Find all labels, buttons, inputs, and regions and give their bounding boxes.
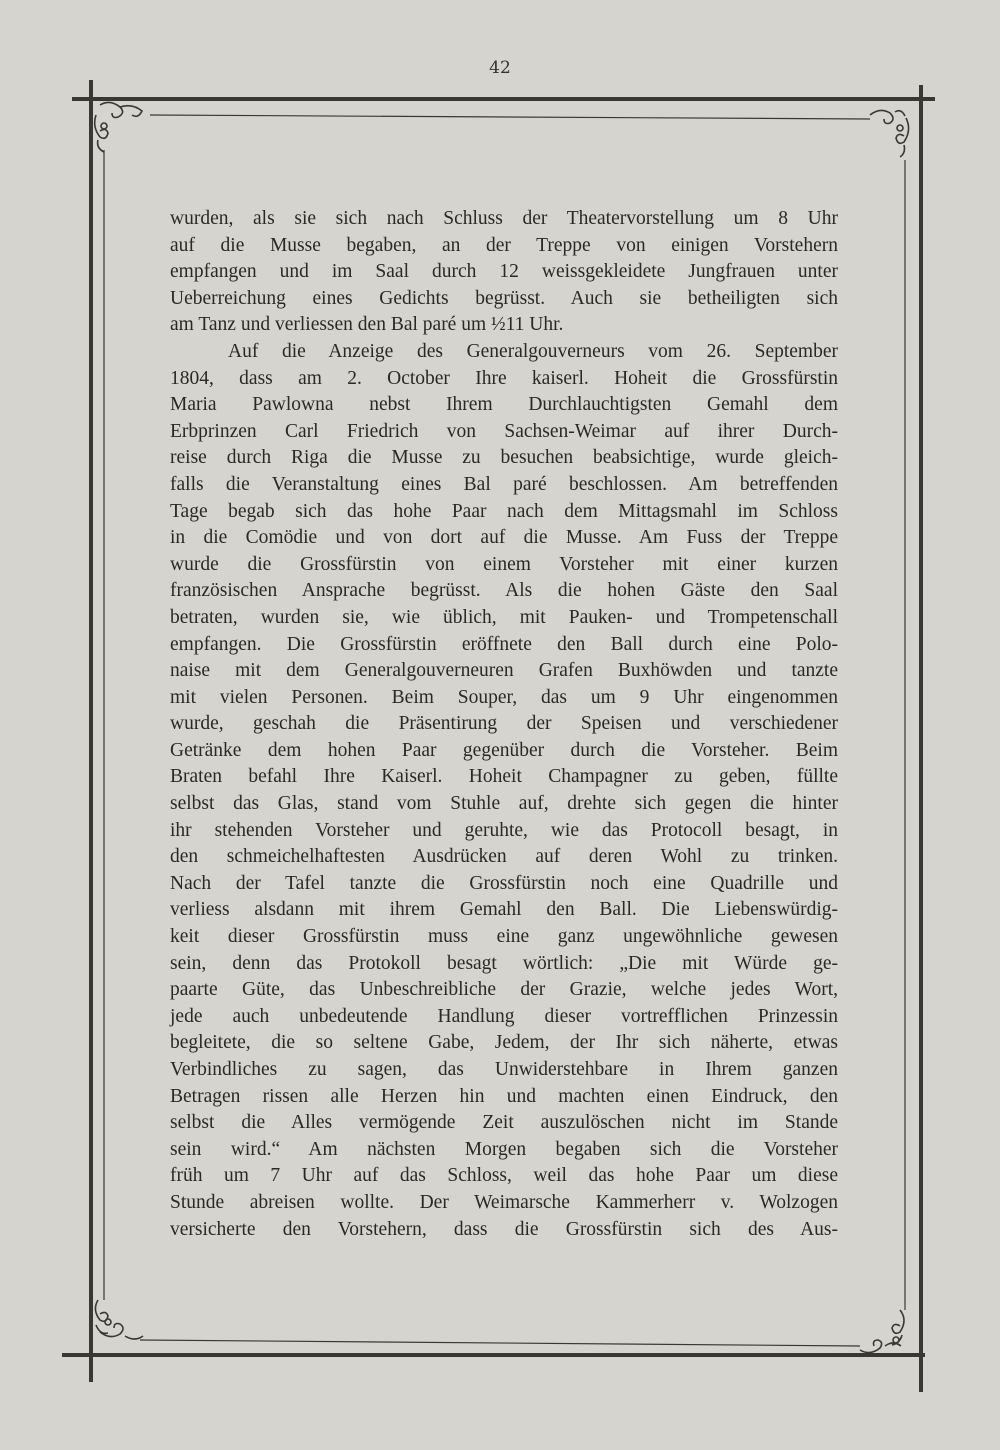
- text-line: früh um 7 Uhr auf das Schloss, weil das hohe Paar um diese: [170, 1165, 838, 1187]
- text-line: reise durch Riga die Musse zu besuchen beabsichtige, wurde gleich-: [170, 447, 838, 469]
- body-text: [170, 206, 838, 1243]
- text-line: wurde, geschah die Präsentirung der Speisen und verschiedener: [170, 713, 838, 735]
- text-line: Betragen rissen alle Herzen hin und machten einen Eindruck, den: [170, 1085, 838, 1107]
- text-line: versicherte den Vorstehern, dass die Grossfürstin sich des Aus-: [170, 1218, 838, 1240]
- text-line: Maria Pawlowna nebst Ihrem Durchlauchtigsten Gemahl dem: [170, 394, 838, 416]
- text-line: Braten befahl Ihre Kaiserl. Hoheit Champagner zu geben, füllte: [170, 766, 838, 788]
- text-line: sein wird.“ Am nächsten Morgen begaben sich die Vorsteher: [170, 1138, 838, 1160]
- text-line: Ueberreichung eines Gedichts begrüsst. Auch sie betheiligten sich: [170, 287, 838, 309]
- text-line: jede auch unbedeutende Handlung dieser vortrefflichen Prinzessin: [170, 1005, 838, 1027]
- text-line: empfangen und im Saal durch 12 weissgekleidete Jungfrauen unter: [170, 261, 838, 283]
- text-line: ihr stehenden Vorsteher und geruhte, wie das Protocoll besagt, in: [170, 819, 838, 841]
- text-line: verliess alsdann mit ihrem Gemahl den Ball. Die Liebenswürdig-: [170, 899, 838, 921]
- text-line: Verbindliches zu sagen, das Unwiderstehbare in Ihrem ganzen: [170, 1059, 838, 1080]
- text-line: französischen Ansprache begrüsst. Als die hohen Gäste den Saal: [170, 580, 838, 602]
- text-line: Erbprinzen Carl Friedrich von Sachsen-Weimar auf ihrer Durch-: [170, 420, 838, 442]
- text-line: Nach der Tafel tanzte die Grossfürstin noch eine Quadrille und: [170, 872, 838, 894]
- corner-scroll-icon: [95, 1300, 143, 1339]
- text-line: sein, denn das Protokoll besagt wörtlich: „Die mit Würde ge-: [170, 952, 838, 974]
- corner-scroll-icon: [95, 102, 142, 152]
- frame-inner-top: [150, 115, 870, 119]
- text-line: paarte Güte, das Unbeschreibliche der Grazie, welche jedes Wort,: [170, 979, 838, 1001]
- text-line: am Tanz und verliessen den Bal paré um ½11 Uhr.: [170, 314, 564, 336]
- text-line: auf die Musse begaben, an der Treppe von einigen Vorstehern: [170, 234, 838, 256]
- text-line: 1804, dass am 2. October Ihre kaiserl. Hoheit die Grossfürstin: [170, 367, 838, 389]
- text-line: wurden, als sie sich nach Schluss der Theatervorstellung um 8 Uhr: [170, 208, 838, 229]
- text-line: Stunde abreisen wollte. Der Weimarsche Kammerherr v. Wolzogen: [170, 1191, 838, 1213]
- text-line: Tage begab sich das hohe Paar nach dem Mittagsmahl im Schloss: [170, 500, 838, 522]
- corner-scroll-icon: [870, 110, 909, 157]
- text-line: selbst das Glas, stand vom Stuhle auf, drehte sich gegen die hinter: [170, 793, 838, 815]
- corner-scroll-icon: [860, 1310, 904, 1353]
- text-line: mit vielen Personen. Beim Souper, das um 9 Uhr eingenommen: [170, 686, 838, 708]
- text-line: wurde die Grossfürstin von einem Vorsteher mit einer kurzen: [170, 553, 838, 575]
- text-line: naise mit dem Generalgouverneuren Grafen Buxhöwden und tanzte: [170, 660, 838, 682]
- text-line: empfangen. Die Grossfürstin eröffnete den Ball durch eine Polo-: [170, 633, 838, 655]
- text-line: Auf die Anzeige des Generalgouverneurs vom 26. September: [228, 340, 838, 362]
- text-line: Getränke dem hohen Paar gegenüber durch die Vorsteher. Beim: [170, 739, 838, 761]
- frame-inner-bottom: [140, 1340, 860, 1346]
- text-line: den schmeichelhaftesten Ausdrücken auf deren Wohl zu trinken.: [170, 846, 838, 868]
- text-line: betraten, wurden sie, wie üblich, mit Pauken- und Trompetenschall: [170, 606, 838, 628]
- text-line: in die Comödie und von dort auf die Musse. Am Fuss der Treppe: [170, 527, 838, 549]
- text-line: keit dieser Grossfürstin muss eine ganz ungewöhnliche gewesen: [170, 926, 838, 948]
- page-number: 42: [489, 58, 511, 78]
- text-line: selbst die Alles vermögende Zeit auszulöschen nicht im Stande: [170, 1112, 838, 1134]
- text-line: falls die Veranstaltung eines Bal paré beschlossen. Am betreffenden: [170, 473, 838, 495]
- text-line: begleitete, die so seltene Gabe, Jedem, der Ihr sich näherte, etwas: [170, 1032, 838, 1054]
